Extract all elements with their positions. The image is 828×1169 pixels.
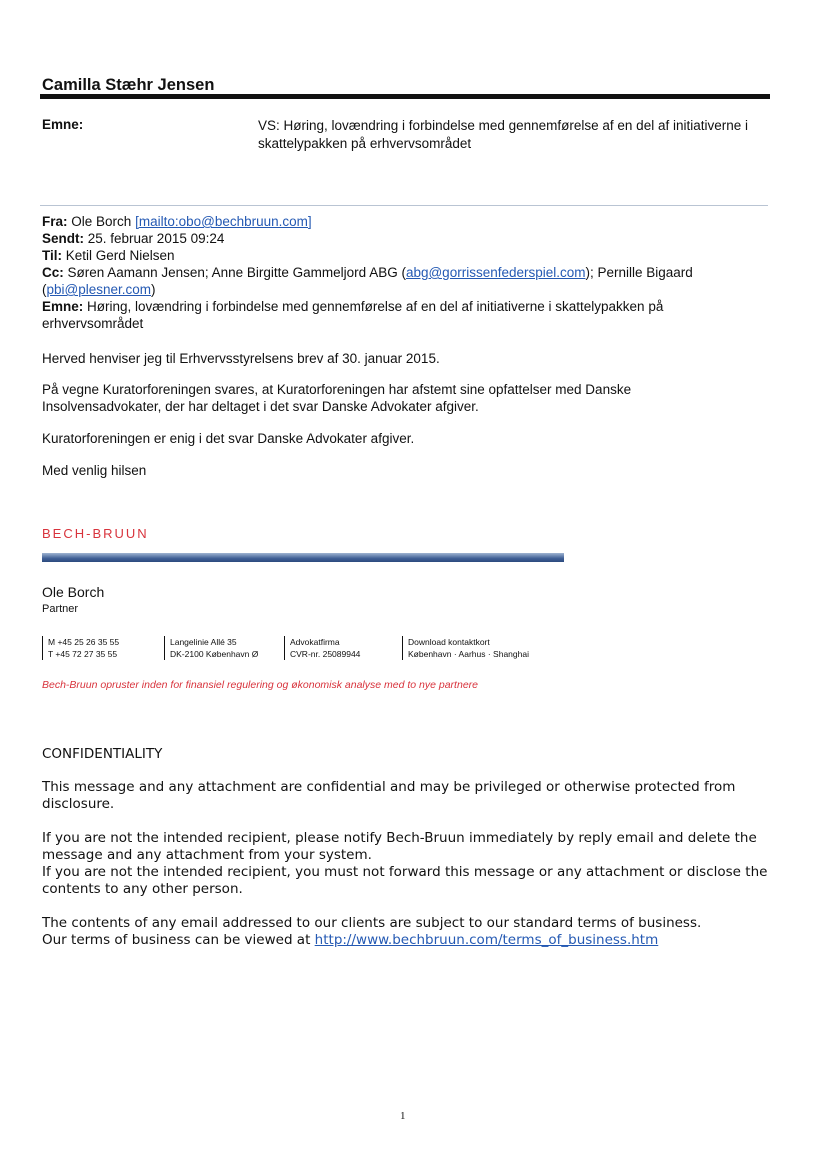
- company-logo: BECH-BRUUN: [42, 526, 149, 541]
- from-mailto-link[interactable]: [mailto:obo@bechbruun.com]: [135, 214, 312, 229]
- from-line: [42, 213, 762, 230]
- page-number: 1: [400, 1110, 406, 1122]
- terms-text: Our terms of business can be viewed at: [42, 932, 315, 948]
- contact-column: [402, 636, 529, 660]
- address-line-2: DK-2100 København Ø: [170, 649, 259, 659]
- cc-text-1: Søren Aamann Jensen; Anne Birgitte Gammeljord ABG (: [67, 265, 406, 280]
- address-line-1: Langelinie Allé 35: [170, 637, 237, 647]
- email-subject-value: Høring, lovændring i forbindelse med gennemførelse af en del af initiativerne i skattelypakken på erhvervsområdet: [42, 299, 664, 331]
- office-locations: København · Aarhus · Shanghai: [408, 649, 529, 659]
- sender-header-name: Camilla Stæhr Jensen: [42, 76, 215, 94]
- closing-greeting: Med venlig hilsen: [42, 463, 147, 478]
- from-label: Fra:: [42, 214, 68, 229]
- cc-email-link-1[interactable]: abg@gorrissenfederspiel.com: [405, 265, 586, 280]
- signature-title: Partner: [42, 603, 79, 615]
- body-paragraph-3: Kuratorforeningen er enig i det svar Danske Advokater afgiver.: [42, 431, 415, 446]
- logo-bar: [42, 553, 564, 562]
- confidentiality-title: CONFIDENTIALITY: [42, 746, 163, 762]
- firm-column: [284, 636, 360, 660]
- sent-line: [42, 230, 762, 247]
- terms-of-business-link[interactable]: http://www.bechbruun.com/terms_of_business.htm: [314, 932, 659, 948]
- firm-type: Advokatfirma: [290, 637, 340, 647]
- confidentiality-paragraph-2a: If you are not the intended recipient, please notify Bech-Bruun immediately by reply email and delete the message and any attachment from your system.: [42, 830, 757, 863]
- body-paragraph-1: Herved henviser jeg til Erhvervsstyrelsens brev af 30. januar 2015.: [42, 351, 440, 366]
- download-contact-link[interactable]: Download kontaktkort: [408, 637, 490, 647]
- promo-link[interactable]: Bech-Bruun opruster inden for finansiel regulering og økonomisk analyse med to nye partnere: [42, 679, 478, 691]
- subject-line: [42, 298, 762, 332]
- confidentiality-paragraph-3a: The contents of any email addressed to our clients are subject to our standard terms of business.: [42, 915, 702, 931]
- confidentiality-paragraph-2b: If you are not the intended recipient, you must not forward this message or any attachment or disclose the contents to any other person.: [42, 864, 768, 897]
- confidentiality-paragraph-1: This message and any attachment are confidential and may be privileged or otherwise protected from disclosure.: [42, 779, 736, 812]
- to-line: [42, 247, 762, 264]
- to-label: Til:: [42, 248, 62, 263]
- cc-email-link-2[interactable]: pbi@plesner.com: [46, 282, 152, 297]
- address-column: [164, 636, 258, 660]
- email-subject-label: Emne:: [42, 299, 84, 314]
- cc-line: [42, 264, 762, 298]
- phone-column: [42, 636, 119, 660]
- confidentiality-paragraph-3b: [42, 932, 772, 949]
- subject-value: VS: Høring, lovændring i forbindelse med gennemførelse af en del af initiativerne i skattelypakken på erhvervsområdet: [258, 118, 748, 151]
- header-rule: [40, 94, 770, 99]
- sent-value: 25. februar 2015 09:24: [87, 231, 225, 246]
- cc-text-2: ); Pernille Bigaard (: [42, 265, 693, 297]
- cc-text-3: ): [151, 282, 156, 297]
- telephone-number: T +45 72 27 35 55: [48, 649, 118, 659]
- to-value: Ketil Gerd Nielsen: [65, 248, 175, 263]
- cvr-number: CVR-nr. 25089944: [290, 649, 361, 659]
- mobile-number: M +45 25 26 35 55: [48, 637, 120, 647]
- subject-label: Emne:: [42, 117, 84, 132]
- sent-label: Sendt:: [42, 231, 84, 246]
- cc-label: Cc:: [42, 265, 64, 280]
- separator-line: [40, 205, 768, 206]
- signature-name: Ole Borch: [42, 584, 105, 600]
- from-name: Ole Borch: [71, 214, 132, 229]
- body-paragraph-2: På vegne Kuratorforeningen svares, at Kuratorforeningen har afstemt sine opfattelser med Danske Insolvensadvokater, der har deltaget i det svar Danske Advokater afgiver.: [42, 382, 632, 414]
